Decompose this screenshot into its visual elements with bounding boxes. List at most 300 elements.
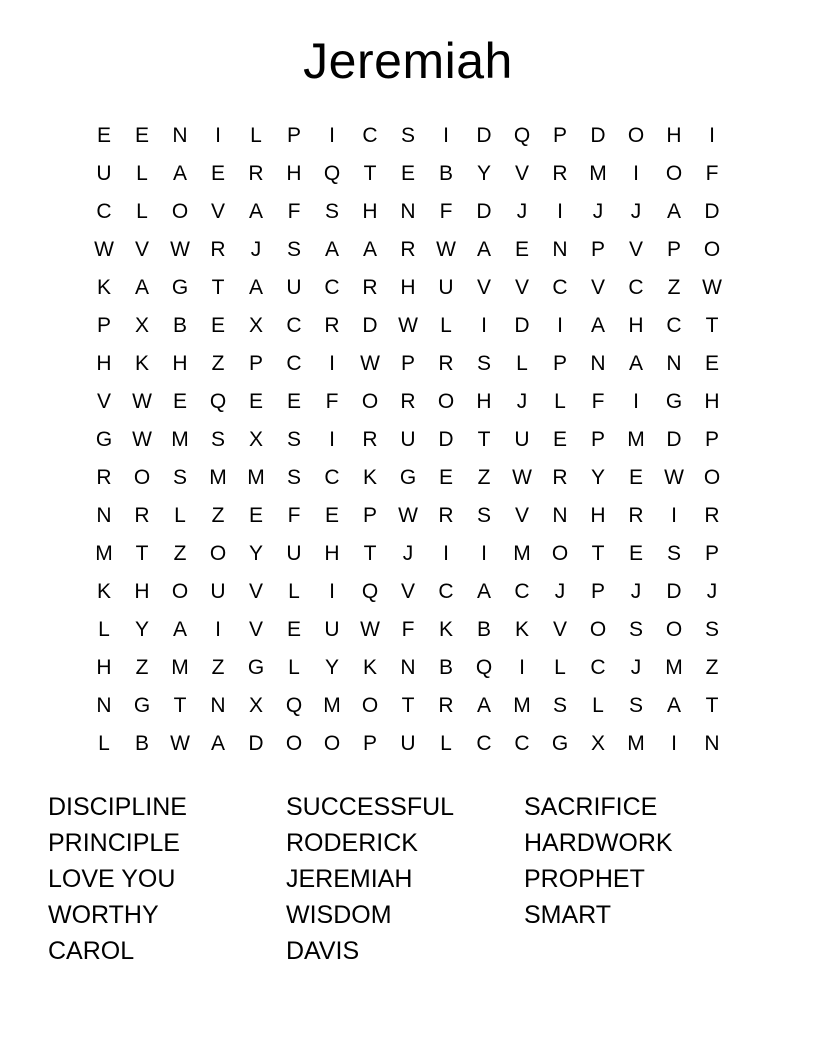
grid-cell[interactable]: P <box>590 238 605 261</box>
grid-cell[interactable]: N <box>552 504 568 527</box>
grid-cell[interactable]: C <box>324 276 340 299</box>
grid-cell[interactable]: Z <box>135 656 149 679</box>
grid-cell[interactable]: E <box>514 238 529 261</box>
grid-cell[interactable]: M <box>513 542 531 565</box>
grid-cell[interactable]: L <box>554 656 566 679</box>
grid-cell[interactable]: I <box>519 656 525 679</box>
grid-cell[interactable]: V <box>514 162 529 185</box>
grid-cell[interactable]: L <box>592 694 604 717</box>
grid-cell[interactable]: M <box>95 542 113 565</box>
grid-cell[interactable]: O <box>323 732 341 755</box>
grid-cell[interactable]: M <box>627 428 645 451</box>
grid-cell[interactable]: V <box>400 580 415 603</box>
grid-cell[interactable]: L <box>250 124 262 147</box>
grid-cell[interactable]: D <box>704 200 720 223</box>
grid-cell[interactable]: H <box>400 276 416 299</box>
grid-cell[interactable]: S <box>286 466 301 489</box>
word-list-item[interactable]: RODERICK <box>286 829 418 857</box>
grid-cell[interactable]: V <box>96 390 111 413</box>
word-list-item[interactable]: DAVIS <box>286 937 360 965</box>
grid-cell[interactable]: B <box>438 162 453 185</box>
grid-cell[interactable]: C <box>666 314 682 337</box>
grid-cell[interactable]: T <box>477 428 491 451</box>
grid-cell[interactable]: L <box>98 732 110 755</box>
grid-cell[interactable]: U <box>286 276 302 299</box>
word-list-item[interactable]: HARDWORK <box>524 829 673 857</box>
grid-cell[interactable]: S <box>286 428 301 451</box>
grid-cell[interactable]: J <box>554 580 566 603</box>
grid-cell[interactable]: F <box>325 390 339 413</box>
grid-cell[interactable]: T <box>705 694 719 717</box>
word-list-item[interactable]: WORTHY <box>48 901 159 929</box>
grid-cell[interactable]: C <box>590 656 606 679</box>
grid-cell[interactable]: V <box>248 618 263 641</box>
grid-cell[interactable]: H <box>172 352 188 375</box>
grid-cell[interactable]: Q <box>475 656 493 679</box>
grid-cell[interactable]: I <box>671 504 677 527</box>
grid-cell[interactable]: R <box>362 276 378 299</box>
word-list-item[interactable]: SMART <box>524 901 612 929</box>
grid-cell[interactable]: E <box>210 314 225 337</box>
grid-cell[interactable]: N <box>552 238 568 261</box>
grid-cell[interactable]: C <box>324 466 340 489</box>
word-list-item[interactable]: DISCIPLINE <box>48 793 187 821</box>
grid-cell[interactable]: O <box>437 390 455 413</box>
grid-cell[interactable]: V <box>514 504 529 527</box>
grid-cell[interactable]: S <box>476 504 491 527</box>
grid-cell[interactable]: E <box>248 390 263 413</box>
grid-cell[interactable]: G <box>247 656 265 679</box>
grid-cell[interactable]: Z <box>211 656 225 679</box>
grid-cell[interactable]: H <box>704 390 720 413</box>
grid-cell[interactable]: E <box>628 542 643 565</box>
grid-cell[interactable]: R <box>438 694 454 717</box>
grid-cell[interactable]: A <box>666 694 681 717</box>
word-list-item[interactable]: PROPHET <box>524 865 645 893</box>
grid-cell[interactable]: Z <box>477 466 491 489</box>
grid-cell[interactable]: E <box>286 390 301 413</box>
grid-cell[interactable]: G <box>665 390 683 413</box>
grid-cell[interactable]: E <box>400 162 415 185</box>
grid-cell[interactable]: S <box>400 124 415 147</box>
grid-cell[interactable]: B <box>438 656 453 679</box>
grid-cell[interactable]: Z <box>211 352 225 375</box>
grid-cell[interactable]: H <box>628 314 644 337</box>
grid-cell[interactable]: I <box>671 732 677 755</box>
grid-cell[interactable]: W <box>702 276 722 299</box>
grid-cell[interactable]: U <box>286 542 302 565</box>
grid-cell[interactable]: W <box>132 428 152 451</box>
grid-cell[interactable]: O <box>171 200 189 223</box>
grid-cell[interactable]: P <box>666 238 681 261</box>
grid-cell[interactable]: E <box>210 162 225 185</box>
grid-cell[interactable]: R <box>628 504 644 527</box>
grid-cell[interactable]: A <box>590 314 605 337</box>
grid-cell[interactable]: K <box>96 276 111 299</box>
grid-cell[interactable]: I <box>329 428 335 451</box>
grid-cell[interactable]: P <box>362 732 377 755</box>
grid-cell[interactable]: I <box>329 124 335 147</box>
grid-cell[interactable]: V <box>590 276 605 299</box>
grid-cell[interactable]: R <box>552 466 568 489</box>
grid-cell[interactable]: L <box>440 314 452 337</box>
word-list-item[interactable]: LOVE YOU <box>48 865 176 893</box>
grid-cell[interactable]: Y <box>134 618 149 641</box>
grid-cell[interactable]: M <box>171 428 189 451</box>
grid-cell[interactable]: W <box>436 238 456 261</box>
grid-cell[interactable]: Z <box>667 276 681 299</box>
grid-cell[interactable]: C <box>514 732 530 755</box>
grid-cell[interactable]: R <box>438 352 454 375</box>
grid-cell[interactable]: S <box>628 618 643 641</box>
word-list-item[interactable]: PRINCIPLE <box>48 829 180 857</box>
grid-cell[interactable]: W <box>512 466 532 489</box>
grid-cell[interactable]: X <box>248 428 263 451</box>
grid-cell[interactable]: I <box>215 618 221 641</box>
grid-cell[interactable]: C <box>362 124 378 147</box>
grid-cell[interactable]: L <box>516 352 528 375</box>
grid-cell[interactable]: I <box>443 124 449 147</box>
grid-cell[interactable]: W <box>170 238 190 261</box>
grid-cell[interactable]: L <box>136 162 148 185</box>
grid-cell[interactable]: I <box>709 124 715 147</box>
grid-cell[interactable]: R <box>324 314 340 337</box>
grid-cell[interactable]: D <box>476 200 492 223</box>
grid-cell[interactable]: N <box>704 732 720 755</box>
grid-cell[interactable]: H <box>324 542 340 565</box>
grid-cell[interactable]: V <box>476 276 491 299</box>
grid-cell[interactable]: V <box>134 238 149 261</box>
grid-cell[interactable]: A <box>210 732 225 755</box>
grid-cell[interactable]: U <box>96 162 112 185</box>
grid-cell[interactable]: E <box>438 466 453 489</box>
grid-cell[interactable]: I <box>633 390 639 413</box>
grid-cell[interactable]: W <box>94 238 114 261</box>
grid-cell[interactable]: N <box>96 694 112 717</box>
grid-cell[interactable]: X <box>590 732 605 755</box>
grid-cell[interactable]: W <box>360 618 380 641</box>
grid-cell[interactable]: D <box>362 314 378 337</box>
grid-cell[interactable]: X <box>134 314 149 337</box>
grid-cell[interactable]: J <box>630 580 642 603</box>
grid-cell[interactable]: P <box>590 580 605 603</box>
grid-cell[interactable]: J <box>516 390 528 413</box>
grid-cell[interactable]: V <box>248 580 263 603</box>
word-list-item[interactable]: SACRIFICE <box>524 793 658 821</box>
grid-cell[interactable]: O <box>703 238 721 261</box>
grid-cell[interactable]: A <box>476 694 491 717</box>
grid-cell[interactable]: L <box>174 504 186 527</box>
grid-cell[interactable]: O <box>665 618 683 641</box>
grid-cell[interactable]: P <box>590 428 605 451</box>
grid-cell[interactable]: G <box>95 428 113 451</box>
grid-cell[interactable]: O <box>627 124 645 147</box>
grid-cell[interactable]: J <box>516 200 528 223</box>
grid-cell[interactable]: I <box>481 542 487 565</box>
grid-cell[interactable]: M <box>627 732 645 755</box>
grid-cell[interactable]: H <box>286 162 302 185</box>
grid-cell[interactable]: I <box>557 314 563 337</box>
grid-cell[interactable]: W <box>360 352 380 375</box>
grid-cell[interactable]: F <box>439 200 453 223</box>
grid-cell[interactable]: N <box>172 124 188 147</box>
grid-cell[interactable]: J <box>402 542 414 565</box>
grid-cell[interactable]: P <box>362 504 377 527</box>
grid-cell[interactable]: V <box>628 238 643 261</box>
grid-cell[interactable]: W <box>132 390 152 413</box>
grid-cell[interactable]: T <box>135 542 149 565</box>
grid-cell[interactable]: R <box>438 504 454 527</box>
grid-cell[interactable]: P <box>552 124 567 147</box>
grid-cell[interactable]: B <box>134 732 149 755</box>
grid-cell[interactable]: C <box>96 200 112 223</box>
grid-cell[interactable]: X <box>248 694 263 717</box>
grid-cell[interactable]: Y <box>476 162 491 185</box>
grid-cell[interactable]: O <box>171 580 189 603</box>
grid-cell[interactable]: S <box>476 352 491 375</box>
grid-cell[interactable]: K <box>362 466 377 489</box>
grid-cell[interactable]: I <box>481 314 487 337</box>
grid-cell[interactable]: R <box>552 162 568 185</box>
grid-cell[interactable]: T <box>401 694 415 717</box>
grid-cell[interactable]: O <box>361 390 379 413</box>
grid-cell[interactable]: O <box>285 732 303 755</box>
grid-cell[interactable]: C <box>438 580 454 603</box>
grid-cell[interactable]: E <box>286 618 301 641</box>
grid-cell[interactable]: A <box>134 276 149 299</box>
grid-cell[interactable]: T <box>363 542 377 565</box>
grid-cell[interactable]: N <box>400 200 416 223</box>
grid-cell[interactable]: I <box>557 200 563 223</box>
grid-cell[interactable]: P <box>248 352 263 375</box>
grid-cell[interactable]: H <box>590 504 606 527</box>
grid-cell[interactable]: U <box>400 732 416 755</box>
grid-cell[interactable]: R <box>400 390 416 413</box>
grid-cell[interactable]: O <box>361 694 379 717</box>
grid-cell[interactable]: E <box>704 352 719 375</box>
grid-cell[interactable]: H <box>96 656 112 679</box>
grid-cell[interactable]: F <box>591 390 605 413</box>
grid-cell[interactable]: H <box>96 352 112 375</box>
grid-cell[interactable]: S <box>552 694 567 717</box>
grid-cell[interactable]: R <box>134 504 150 527</box>
grid-cell[interactable]: O <box>589 618 607 641</box>
grid-cell[interactable]: U <box>210 580 226 603</box>
grid-cell[interactable]: Q <box>209 390 227 413</box>
grid-cell[interactable]: R <box>96 466 112 489</box>
grid-cell[interactable]: S <box>704 618 719 641</box>
grid-cell[interactable]: R <box>704 504 720 527</box>
grid-cell[interactable]: A <box>362 238 377 261</box>
grid-cell[interactable]: F <box>287 200 301 223</box>
word-list-item[interactable]: JEREMIAH <box>286 865 413 893</box>
grid-cell[interactable]: B <box>476 618 491 641</box>
grid-cell[interactable]: U <box>400 428 416 451</box>
grid-cell[interactable]: N <box>96 504 112 527</box>
grid-cell[interactable]: N <box>210 694 226 717</box>
grid-cell[interactable]: C <box>514 580 530 603</box>
grid-cell[interactable]: E <box>172 390 187 413</box>
grid-cell[interactable]: D <box>590 124 606 147</box>
grid-cell[interactable]: I <box>443 542 449 565</box>
grid-cell[interactable]: Q <box>361 580 379 603</box>
grid-cell[interactable]: A <box>666 200 681 223</box>
grid-cell[interactable]: J <box>630 656 642 679</box>
grid-cell[interactable]: J <box>592 200 604 223</box>
grid-cell[interactable]: S <box>324 200 339 223</box>
grid-cell[interactable]: S <box>172 466 187 489</box>
grid-cell[interactable]: S <box>286 238 301 261</box>
grid-cell[interactable]: Z <box>705 656 719 679</box>
grid-cell[interactable]: W <box>398 314 418 337</box>
grid-cell[interactable]: D <box>476 124 492 147</box>
grid-cell[interactable]: C <box>476 732 492 755</box>
grid-cell[interactable]: H <box>362 200 378 223</box>
grid-cell[interactable]: E <box>628 466 643 489</box>
grid-cell[interactable]: O <box>133 466 151 489</box>
grid-cell[interactable]: L <box>440 732 452 755</box>
grid-cell[interactable]: D <box>248 732 264 755</box>
grid-cell[interactable]: F <box>287 504 301 527</box>
grid-cell[interactable]: G <box>133 694 151 717</box>
grid-cell[interactable]: A <box>172 618 187 641</box>
grid-cell[interactable]: A <box>476 580 491 603</box>
grid-cell[interactable]: H <box>666 124 682 147</box>
grid-cell[interactable]: A <box>172 162 187 185</box>
grid-cell[interactable]: F <box>705 162 719 185</box>
grid-cell[interactable]: Y <box>324 656 339 679</box>
grid-cell[interactable]: M <box>589 162 607 185</box>
grid-cell[interactable]: L <box>98 618 110 641</box>
grid-cell[interactable]: E <box>96 124 111 147</box>
grid-cell[interactable]: P <box>400 352 415 375</box>
grid-cell[interactable]: F <box>401 618 415 641</box>
grid-cell[interactable]: S <box>628 694 643 717</box>
grid-cell[interactable]: V <box>514 276 529 299</box>
grid-cell[interactable]: S <box>210 428 225 451</box>
grid-cell[interactable]: Y <box>248 542 263 565</box>
grid-cell[interactable]: U <box>514 428 530 451</box>
grid-cell[interactable]: E <box>248 504 263 527</box>
grid-cell[interactable]: P <box>704 428 719 451</box>
grid-cell[interactable]: G <box>399 466 417 489</box>
grid-cell[interactable]: R <box>210 238 226 261</box>
grid-cell[interactable]: P <box>552 352 567 375</box>
grid-cell[interactable]: K <box>514 618 529 641</box>
word-list-item[interactable]: WISDOM <box>286 901 392 929</box>
grid-cell[interactable]: Q <box>323 162 341 185</box>
grid-cell[interactable]: I <box>633 162 639 185</box>
grid-cell[interactable]: C <box>286 352 302 375</box>
grid-cell[interactable]: O <box>209 542 227 565</box>
grid-cell[interactable]: X <box>248 314 263 337</box>
grid-cell[interactable]: U <box>438 276 454 299</box>
grid-cell[interactable]: K <box>438 618 453 641</box>
grid-cell[interactable]: B <box>172 314 187 337</box>
grid-cell[interactable]: R <box>362 428 378 451</box>
grid-cell[interactable]: P <box>96 314 111 337</box>
grid-cell[interactable]: T <box>173 694 187 717</box>
grid-cell[interactable]: K <box>96 580 111 603</box>
grid-cell[interactable]: K <box>134 352 149 375</box>
grid-cell[interactable]: T <box>211 276 225 299</box>
grid-cell[interactable]: W <box>398 504 418 527</box>
grid-cell[interactable]: D <box>514 314 530 337</box>
grid-cell[interactable]: M <box>209 466 227 489</box>
grid-cell[interactable]: J <box>250 238 262 261</box>
grid-cell[interactable]: Z <box>173 542 187 565</box>
grid-cell[interactable]: Q <box>285 694 303 717</box>
word-list-item[interactable]: SUCCESSFUL <box>286 793 455 821</box>
grid-cell[interactable]: Y <box>590 466 605 489</box>
grid-cell[interactable]: N <box>666 352 682 375</box>
grid-cell[interactable]: Q <box>513 124 531 147</box>
grid-cell[interactable]: E <box>134 124 149 147</box>
grid-cell[interactable]: V <box>552 618 567 641</box>
grid-cell[interactable]: W <box>170 732 190 755</box>
grid-cell[interactable]: T <box>591 542 605 565</box>
grid-cell[interactable]: A <box>324 238 339 261</box>
grid-cell[interactable]: W <box>664 466 684 489</box>
grid-cell[interactable]: C <box>286 314 302 337</box>
grid-cell[interactable]: I <box>329 580 335 603</box>
grid-cell[interactable]: A <box>476 238 491 261</box>
grid-cell[interactable]: N <box>400 656 416 679</box>
grid-cell[interactable]: U <box>324 618 340 641</box>
grid-cell[interactable]: G <box>171 276 189 299</box>
grid-cell[interactable]: J <box>630 200 642 223</box>
grid-cell[interactable]: O <box>551 542 569 565</box>
grid-cell[interactable]: M <box>323 694 341 717</box>
grid-cell[interactable]: M <box>665 656 683 679</box>
grid-cell[interactable]: C <box>628 276 644 299</box>
grid-cell[interactable]: K <box>362 656 377 679</box>
grid-cell[interactable]: M <box>171 656 189 679</box>
grid-cell[interactable]: P <box>704 542 719 565</box>
grid-cell[interactable]: G <box>551 732 569 755</box>
grid-cell[interactable]: H <box>476 390 492 413</box>
grid-cell[interactable]: H <box>134 580 150 603</box>
grid-cell[interactable]: I <box>329 352 335 375</box>
grid-cell[interactable]: L <box>136 200 148 223</box>
grid-cell[interactable]: R <box>400 238 416 261</box>
word-list-item[interactable]: CAROL <box>48 937 135 965</box>
grid-cell[interactable]: M <box>247 466 265 489</box>
grid-cell[interactable]: A <box>248 200 263 223</box>
grid-cell[interactable]: A <box>628 352 643 375</box>
grid-cell[interactable]: C <box>552 276 568 299</box>
grid-cell[interactable]: A <box>248 276 263 299</box>
grid-cell[interactable]: Z <box>211 504 225 527</box>
grid-cell[interactable]: L <box>288 656 300 679</box>
grid-cell[interactable]: L <box>554 390 566 413</box>
grid-cell[interactable]: E <box>324 504 339 527</box>
grid-cell[interactable]: L <box>288 580 300 603</box>
grid-cell[interactable]: M <box>513 694 531 717</box>
grid-cell[interactable]: J <box>706 580 718 603</box>
grid-cell[interactable]: D <box>438 428 454 451</box>
grid-cell[interactable]: O <box>665 162 683 185</box>
grid-cell[interactable]: S <box>666 542 681 565</box>
grid-cell[interactable]: N <box>590 352 606 375</box>
grid-cell[interactable]: D <box>666 580 682 603</box>
grid-cell[interactable]: T <box>705 314 719 337</box>
grid-cell[interactable]: R <box>248 162 264 185</box>
grid-cell[interactable]: D <box>666 428 682 451</box>
grid-cell[interactable]: I <box>215 124 221 147</box>
grid-cell[interactable]: E <box>552 428 567 451</box>
grid-cell[interactable]: T <box>363 162 377 185</box>
